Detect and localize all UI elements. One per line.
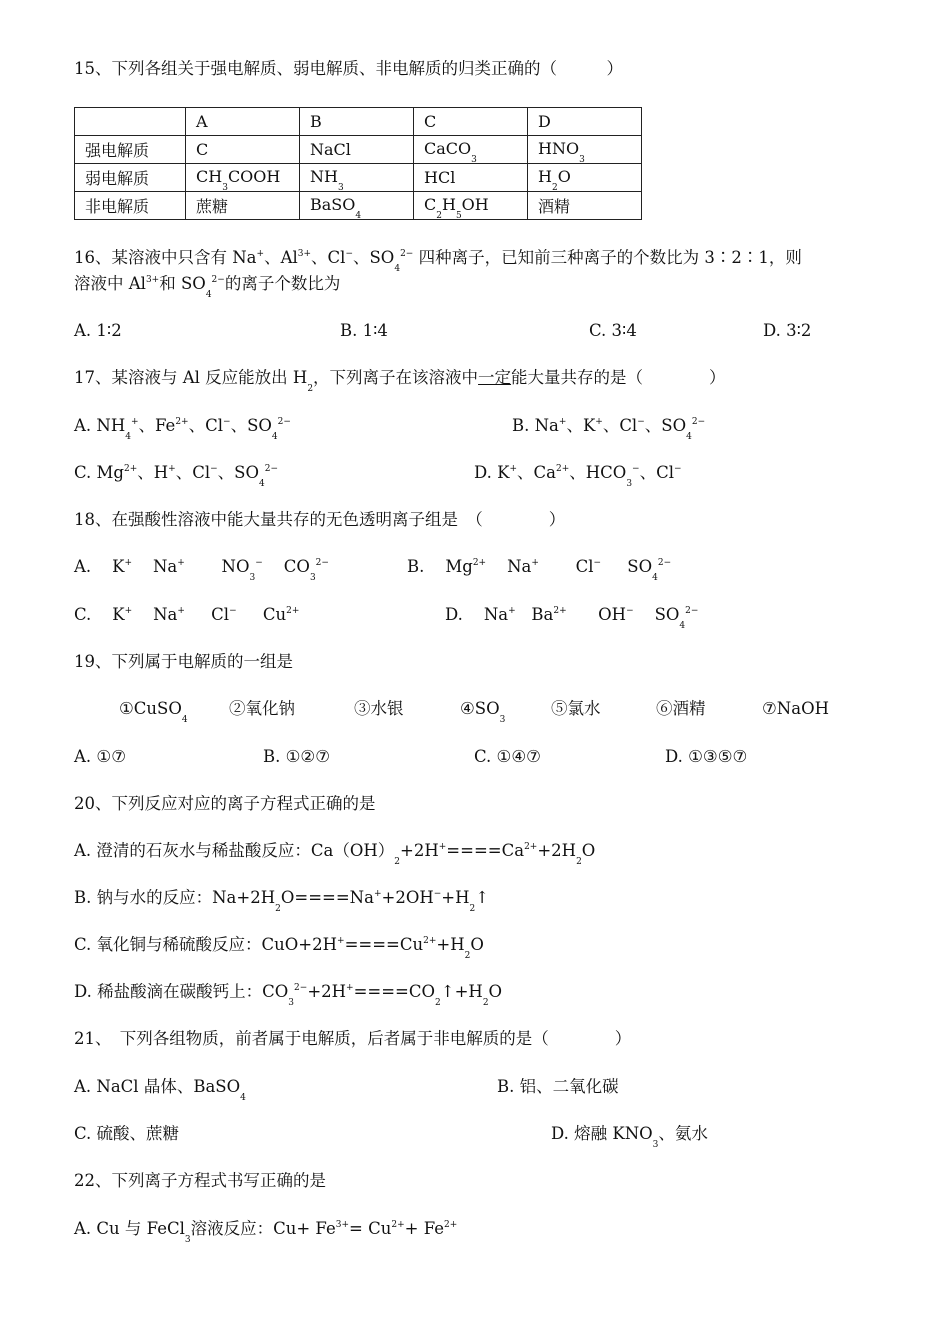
q16-stem-line2: 溶液中 $Al^{3+}$和 $SO_4^{2-}$的离子个数比为: [74, 274, 341, 300]
table-cell: BaSO$_4$: [300, 192, 414, 220]
q18-option-b: B. $Mg^{2+}$ Na+ Cl− $SO_4^{2-}$: [407, 557, 672, 583]
row-label: 强电解质: [75, 136, 186, 164]
table-cell: C: [414, 108, 528, 136]
table-cell: C: [186, 136, 300, 164]
q15-stem: 15、下列各组关于强电解质、弱电解质、非电解质的归类正确的（ ）: [74, 59, 623, 78]
q16-option-b: B. 1∶4: [340, 321, 388, 340]
q19-item: ③水银: [354, 699, 404, 718]
table-row: [75, 192, 642, 220]
q19-option-a: A. ①⑦: [74, 747, 126, 766]
q16-option-c: C. 3∶4: [589, 321, 637, 340]
q18-stem: 18、在强酸性溶液中能大量共存的无色透明离子组是 （ ）: [74, 510, 566, 529]
row-label: 弱电解质: [75, 164, 186, 192]
q19-option-b: B. ①②⑦: [263, 747, 330, 766]
q17-option-d: D. K+、$Ca^{2+}$、$HCO_3^-$、Cl−: [474, 463, 682, 489]
table-cell: $HNO_3$: [528, 136, 642, 164]
q16-option-a: A. 1∶2: [74, 321, 122, 340]
q19-item: ⑥酒精: [656, 699, 706, 718]
table-cell: B: [300, 108, 414, 136]
table-row: [75, 136, 642, 164]
q22-stem: 22、下列离子方程式书写正确的是: [74, 1171, 326, 1190]
q20-option-d: D. 稀盐酸滴在碳酸钙上：$CO_3^{2-}+2H^+====CO_2↑+H_2O$: [74, 982, 503, 1008]
q18-option-d: D. Na+ $Ba^{2+}$ OH− $SO_4^{2-}$: [445, 605, 699, 631]
table-row: [75, 164, 642, 192]
q21-stem: 21、 下列各组物质，前者属于电解质，后者属于非电解质的是（ ）: [74, 1029, 632, 1048]
q20-option-c: C. 氧化铜与稀硫酸反应：$CuO+2H^+====Cu^{2+}+H_2O$: [74, 935, 484, 961]
table-cell: [75, 108, 186, 136]
table-cell: 蔗糖: [186, 192, 300, 220]
q17-option-b: B. Na+、K+、Cl−、$SO_4^{2-}$: [512, 416, 706, 442]
q20-option-a: A. 澄清的石灰水与稀盐酸反应：$Ca(OH)_2+2H^+====Ca^{2+}+2H_2O$: [74, 841, 596, 867]
table-cell: CaCO$_3$: [414, 136, 528, 164]
q18-option-a: A. K+ Na+ $NO_3^-$ $CO_3^{2-}$: [74, 557, 329, 583]
q16-stem-line1: 16、某溶液中只含有 Na+、$Al^{3+}$、Cl−、$SO_4^{2-}$ 四种离子，已知前三种离子的个数比为 3∶2∶1，则: [74, 248, 802, 274]
q19-item: ⑤氯水: [551, 699, 601, 718]
q20-stem: 20、下列反应对应的离子方程式正确的是: [74, 794, 376, 813]
q18-option-c: C. K+ Na+ Cl− $Cu^{2+}$: [74, 605, 300, 624]
q19-item: $④SO_3$: [460, 699, 506, 725]
table-header-row: [75, 108, 642, 136]
table-cell: $C_2H_5OH$: [414, 192, 528, 220]
q19-option-d: D. ①③⑤⑦: [665, 747, 748, 766]
q19-item: ②氧化钠: [229, 699, 295, 718]
q17-stem: 17、某溶液与 Al 反应能放出 $H_2$，下列离子在该溶液中一定能大量共存的是（ ）: [74, 368, 726, 394]
q19-stem: 19、下列属于电解质的一组是: [74, 652, 293, 671]
table-cell: 酒精: [528, 192, 642, 220]
electrolyte-table: [74, 107, 642, 220]
row-label: 非电解质: [75, 192, 186, 220]
q17-option-a: A. $NH_4^+$、$Fe^{2+}$、Cl−、$SO_4^{2-}$: [74, 416, 291, 442]
q19-item: ⑦NaOH: [762, 699, 829, 718]
q21-option-a: A. NaCl 晶体、BaSO$_4$: [74, 1077, 246, 1103]
table-cell: NaCl: [300, 136, 414, 164]
q17-option-c: C. $Mg^{2+}$、H+、Cl−、$SO_4^{2-}$: [74, 463, 279, 489]
table-cell: $H_2O$: [528, 164, 642, 192]
table-cell: A: [186, 108, 300, 136]
q19-option-c: C. ①④⑦: [474, 747, 541, 766]
table-cell: $CH_3COOH$: [186, 164, 300, 192]
table-cell: D: [528, 108, 642, 136]
q16-option-d: D. 3∶2: [763, 321, 812, 340]
q21-option-c: C. 硫酸、蔗糖: [74, 1124, 180, 1143]
q22-option-a: A. Cu 与 FeCl$_3$溶液反应：$Cu+ Fe^{3+}= Cu^{2+}+ Fe^{2+}$: [74, 1219, 458, 1245]
q21-option-d: D. 熔融 $KNO_3$、氨水: [551, 1124, 708, 1150]
table-cell: $NH_3$: [300, 164, 414, 192]
q20-option-b: B. 钠与水的反应：$Na+2H_2O====Na^++2OH^-+H_2↑$: [74, 888, 490, 914]
table-cell: HCl: [414, 164, 528, 192]
q21-option-b: B. 铝、二氧化碳: [497, 1077, 619, 1096]
q19-item: ①CuSO$_4$: [119, 699, 188, 725]
